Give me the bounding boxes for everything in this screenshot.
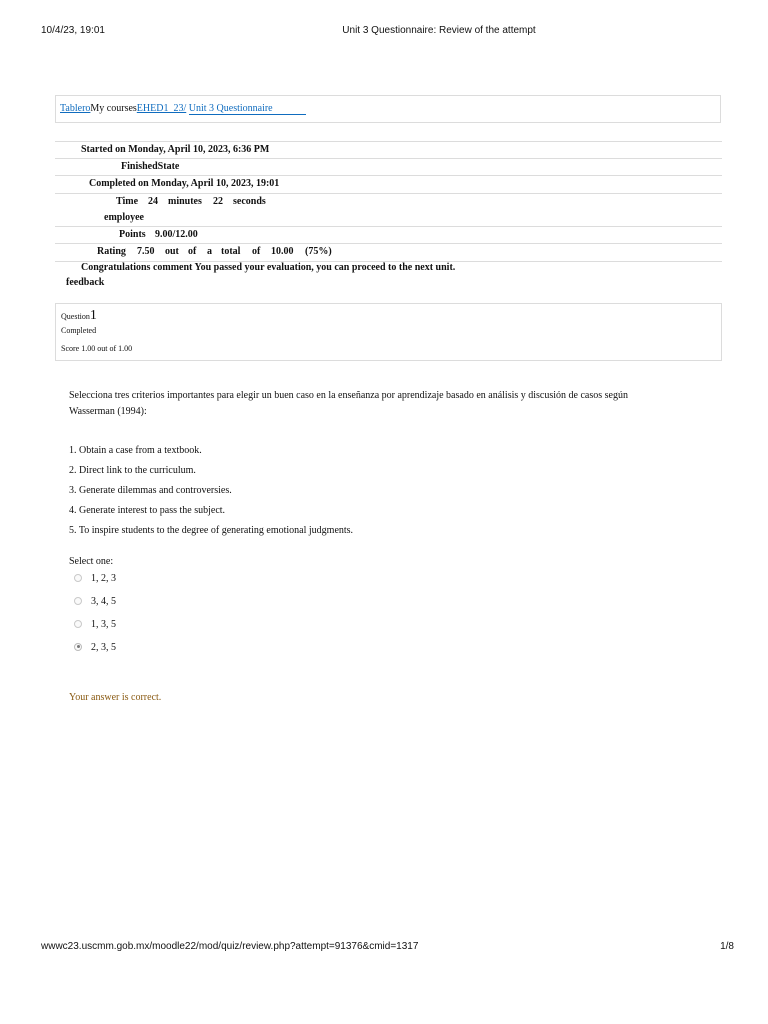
criterion-item: 4. Generate interest to pass the subject. <box>69 505 226 516</box>
answer-option-1[interactable] <box>74 573 116 585</box>
summary-row-completed <box>55 175 722 193</box>
breadcrumb-course-link[interactable]: EHED1_23/ <box>136 103 187 114</box>
answer-option-2[interactable] <box>74 596 116 608</box>
criterion-item: 2. Direct link to the curriculum. <box>69 465 196 476</box>
question-state: Completed <box>61 326 97 335</box>
question-label: Question <box>61 312 90 321</box>
question-info-box <box>55 303 722 361</box>
radio-button-selected-icon[interactable] <box>74 643 82 651</box>
question-text: Selecciona tres criterios importantes para elegir un buen caso en la enseñanza por aprendizaje basado en análisis y discusión de casos según Wasserman (1994): <box>69 390 628 417</box>
answer-option-label: 1, 2, 3 <box>91 573 116 584</box>
criterion-item: 3. Generate dilemmas and controversies. <box>69 485 232 496</box>
summary-row-state <box>55 158 722 175</box>
time-minutes-label: minutes <box>168 196 202 207</box>
radio-button-icon[interactable] <box>74 597 82 605</box>
breadcrumb-my-courses[interactable]: My courses <box>90 103 137 114</box>
answer-option-label: 2, 3, 5 <box>91 642 116 653</box>
print-title: Unit 3 Questionnaire: Review of the attempt <box>342 25 536 36</box>
criterion-item: 1. Obtain a case from a textbook. <box>69 445 202 456</box>
select-one-prompt: Select one: <box>69 556 114 567</box>
rating-word-total: total <box>221 246 241 257</box>
print-date: 10/4/23, 19:01 <box>41 25 105 36</box>
time-label: Time <box>116 196 139 207</box>
radio-button-icon[interactable] <box>74 620 82 628</box>
summary-row-started <box>55 141 722 158</box>
attempt-summary-table <box>55 141 722 262</box>
print-page-number: 1/8 <box>720 941 734 952</box>
answer-option-label: 3, 4, 5 <box>91 596 116 607</box>
answer-option-label: 1, 3, 5 <box>91 619 116 630</box>
completed-text: Completed on Monday, April 10, 2023, 19:01 <box>89 178 280 189</box>
breadcrumb-home-link[interactable]: Tablero <box>60 103 91 114</box>
rating-word-of: of <box>188 246 197 257</box>
rating-word-out: out <box>165 246 179 257</box>
rating-label: Rating <box>97 246 126 257</box>
time-minutes: 24 <box>148 196 158 207</box>
rating-percent: (75%) <box>305 246 332 257</box>
answer-feedback: Your answer is correct. <box>69 692 162 703</box>
points-value: 9.00/12.00 <box>155 229 198 240</box>
time-seconds-label: seconds <box>233 196 266 207</box>
breadcrumb-quiz-link[interactable]: Unit 3 Questionnaire <box>189 103 306 115</box>
rating-max: 10.00 <box>271 246 294 257</box>
state-text: FinishedState <box>121 161 180 172</box>
rating-word-of2: of <box>252 246 261 257</box>
rating-value: 7.50 <box>137 246 155 257</box>
answer-option-4[interactable] <box>74 642 116 654</box>
summary-row-time <box>55 193 722 226</box>
points-label: Points <box>119 229 146 240</box>
question-grade: Score 1.00 out of 1.00 <box>61 344 133 353</box>
criterion-item: 5. To inspire students to the degree of generating emotional judgments. <box>69 525 354 536</box>
summary-row-points <box>55 226 722 243</box>
feedback-comment: Congratulations comment You passed your evaluation, you can proceed to the next unit. <box>81 262 456 273</box>
started-text: Started on Monday, April 10, 2023, 6:36 PM <box>81 144 270 155</box>
summary-row-rating <box>55 243 722 261</box>
answer-option-3[interactable] <box>74 619 116 631</box>
rating-word-a: a <box>207 246 212 257</box>
radio-button-icon[interactable] <box>74 574 82 582</box>
question-number-value: 1 <box>89 308 97 323</box>
feedback-label: feedback <box>66 277 105 288</box>
breadcrumb <box>55 95 721 123</box>
employee-text: employee <box>104 212 144 223</box>
print-url: wwwc23.uscmm.gob.mx/moodle22/mod/quiz/review.php?attempt=91376&cmid=1317 <box>41 941 419 952</box>
time-seconds: 22 <box>213 196 223 207</box>
question-number <box>61 308 97 324</box>
